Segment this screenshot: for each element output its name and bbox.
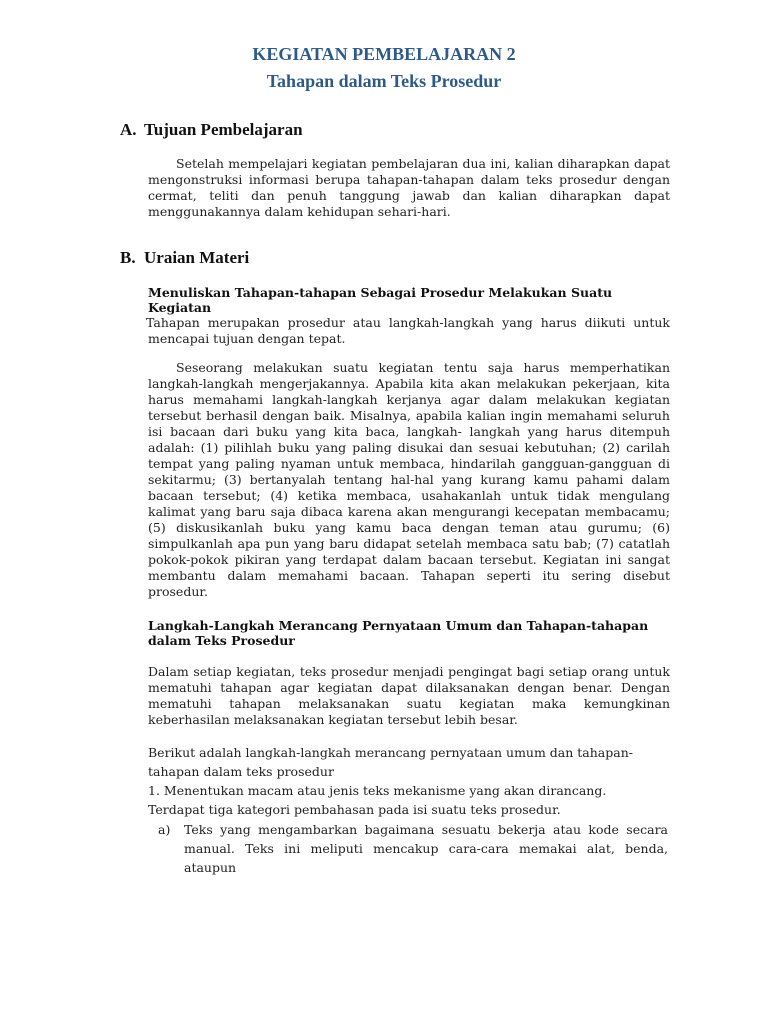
subheading-1: Menuliskan Tahapan-tahapan Sebagai Prosedur Melakukan Suatu Kegiatan (148, 285, 613, 315)
paragraph-1: Tahapan merupakan prosedur atau langkah-langkah yang harus diikuti untuk mencapai tujuan dengan tepat. (146, 315, 670, 346)
categories-intro: Terdapat tiga kategori pembahasan pada isi suatu teks prosedur. (148, 802, 561, 817)
step-1: 1. Menentukan macam atau jenis teks mekanisme yang akan dirancang. (148, 783, 607, 798)
list-item-a-marker: a) (158, 822, 171, 837)
paragraph-2: Seseorang melakukan suatu kegiatan tentu saja harus memperhatikan langkah-langkah mengerjakannya. Apabila kita akan melakukan pekerjaan, kita harus memahami langkah-langkah kerjanya agar dalam melakukan kegiatan tersebut berhasil dengan baik. Misalnya, apabila kalian ingin memahami seluruh isi bacaan dari buku yang kita baca, langkah- langkah yang harus ditempuh adalah: (1) pilihlah buku yang paling disukai dan sesuai kebutuhan; (2) carilah tempat yang paling nyaman untuk membaca, hindarilah gangguan-gangguan di sekitarmu; (3) bertanyalah tentang hal-hal yang kurang kamu pahami dalam bacaan tersebut; (4) ketika membaca, usahakanlah untuk tidak mengulang kalimat yang baru saja dibaca karena akan mengurangi kecepatan membacamu; (5) diskusikanlah buku yang kamu baca dengan teman atau gurumu; (6) simpulkanlah apa pun yang baru didapat setelah membaca satu bab; (7) catatlah pokok-pokok pikiran yang terdapat dalam bacaan tersebut. Kegiatan ini sangat membantu dalam memahami bacaan. Tahapan seperti itu sering disebut prosedur. (148, 360, 670, 599)
paragraph-3: Dalam setiap kegiatan, teks prosedur menjadi pengingat bagi setiap orang untuk mematuhi tahapan agar kegiatan dapat dilaksanakan dengan benar. Dengan mematuhi tahapan melaksanakan suatu kegiatan maka kemungkinan keberhasilan melaksanakan kegiatan tersebut lebih besar. (148, 664, 670, 727)
paragraph-4: Berikut adalah langkah-langkah merancang pernyataan umum dan tahapan-tahapan dalam teks prosedur (148, 745, 633, 779)
section-a-paragraph: Setelah mempelajari kegiatan pembelajaran dua ini, kalian diharapkan dapat mengonstruksi informasi berupa tahapan-tahapan dalam teks prosedur dengan cermat, teliti dan penuh tanggung jawab dan kalian diharapkan dapat menggunakannya dalam kehidupan sehari-hari. (148, 156, 670, 219)
page-title: KEGIATAN PEMBELAJARAN 2 (252, 44, 516, 64)
section-b-number: B. (120, 248, 136, 267)
section-b-heading (120, 248, 249, 268)
section-a-heading (120, 120, 303, 140)
section-b-title: Uraian Materi (144, 248, 250, 267)
section-a-title: Tujuan Pembelajaran (144, 120, 303, 139)
page-subtitle: Tahapan dalam Teks Prosedur (266, 71, 502, 91)
subheading-2: Langkah-Langkah Merancang Pernyataan Umum dan Tahapan-tahapan dalam Teks Prosedur (148, 618, 649, 648)
list-item-a-text: Teks yang mengambarkan bagaimana sesuatu bekerja atau kode secara manual. Teks ini meliputi mencakup cara-cara memakai alat, benda, ataupun (184, 822, 668, 875)
section-a-number: A. (120, 120, 137, 139)
